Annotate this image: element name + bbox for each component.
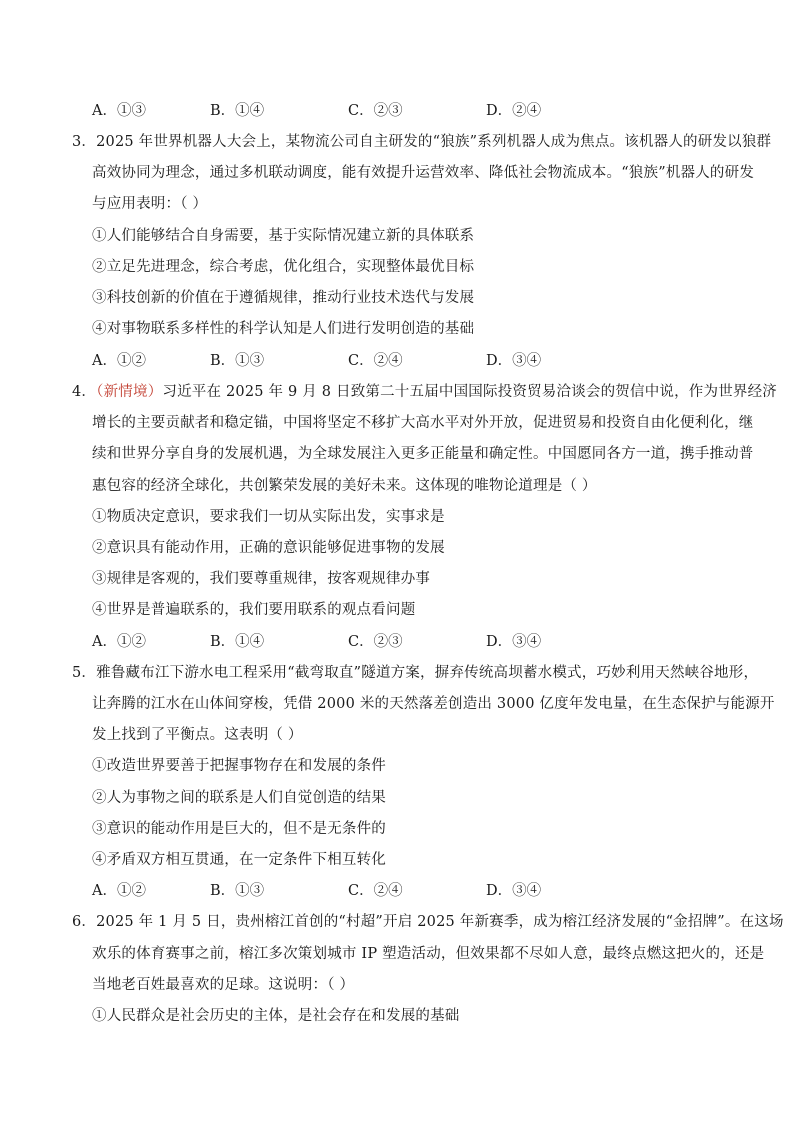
q4-stem-line-1-text: 习近平在 2025 年 9 月 8 日致第二十五届中国国际投资贸易洽谈会的贺信中说，作为世界经济 <box>162 384 777 400</box>
q3-option-d: D．③④ <box>486 353 542 369</box>
q3-statement-3: ③科技创新的价值在于遵循规律，推动行业技术迭代与发展 <box>92 290 475 306</box>
q3-stem-line-3: 与应用表明：（ ） <box>92 196 208 212</box>
q3-statement-4: ④对事物联系多样性的科学认知是人们进行发明创造的基础 <box>92 321 475 337</box>
q4-stem-line-3: 续和世界分享自身的发展机遇，为全球发展注入更多正能量和确定性。中国愿同各方一道，携手推动普 <box>92 446 754 462</box>
q4-option-b: B．①④ <box>210 634 265 650</box>
q2-option-c: C．②③ <box>348 103 403 119</box>
q5-statement-1: ①改造世界要善于把握事物存在和发展的条件 <box>92 758 386 774</box>
q5-stem-line-3: 发上找到了平衡点。这表明（ ） <box>92 727 303 743</box>
q3-option-a: A．①② <box>92 353 146 369</box>
q4-statement-1: ①物质决定意识，要求我们一切从实际出发，实事求是 <box>92 509 445 525</box>
q4-statement-3: ③规律是客观的，我们要尊重规律，按客观规律办事 <box>92 571 431 587</box>
q4-stem-line-4: 惠包容的经济全球化，共创繁荣发展的美好未来。这体现的唯物论道理是（ ） <box>92 478 597 494</box>
q2-option-d: D．②④ <box>486 103 542 119</box>
q6-stem-line-1: 6．2025 年 1 月 5 日，贵州榕江首创的“村超”开启 2025 年新赛季，成为榕江经济发展的“金招牌”。在这场 <box>72 914 784 930</box>
q6-statement-1: ①人民群众是社会历史的主体，是社会存在和发展的基础 <box>92 1008 460 1024</box>
q3-statement-1: ①人们能够结合自身需要，基于实际情况建立新的具体联系 <box>92 228 475 244</box>
q5-option-d: D．③④ <box>486 883 542 899</box>
q5-option-c: C．②④ <box>348 883 403 899</box>
q5-option-a: A．①② <box>92 883 146 899</box>
q5-statement-3: ③意识的能动作用是巨大的，但不是无条件的 <box>92 821 386 837</box>
q4-stem-line-1 <box>72 383 777 401</box>
q2-option-b: B．①④ <box>210 103 265 119</box>
q4-option-d: D．③④ <box>486 634 542 650</box>
q4-statement-4: ④世界是普遍联系的，我们要用联系的观点看问题 <box>92 602 416 618</box>
q3-stem-line-2: 高效协同为理念，通过多机联动调度，能有效提升运营效率、降低社会物流成本。“狼族”机器人的研发 <box>92 165 755 181</box>
q3-option-c: C．②④ <box>348 353 403 369</box>
q5-stem-line-2: 让奔腾的江水在山体间穿梭，凭借 2000 米的天然落差创造出 3000 亿度年发电量，在生态保护与能源开 <box>92 696 775 712</box>
q4-statement-2: ②意识具有能动作用，正确的意识能够促进事物的发展 <box>92 540 445 556</box>
q4-option-a: A．①② <box>92 634 146 650</box>
q6-stem-line-2: 欢乐的体育赛事之前，榕江多次策划城市 IP 塑造活动，但效果都不尽如人意，最终点燃这把火的，还是 <box>92 946 765 962</box>
q6-stem-line-3: 当地老百姓最喜欢的足球。这说明：（ ） <box>92 977 355 993</box>
new-context-tag: （新情境） <box>96 384 163 400</box>
q4-stem-line-2: 增长的主要贡献者和稳定锚，中国将坚定不移扩大高水平对外开放，促进贸易和投资自由化便利化，继 <box>92 415 754 431</box>
q5-option-b: B．①③ <box>210 883 265 899</box>
q5-statement-4: ④矛盾双方相互贯通，在一定条件下相互转化 <box>92 852 386 868</box>
q2-option-a: A．①③ <box>92 103 146 119</box>
q3-option-b: B．①③ <box>210 353 265 369</box>
q5-stem-line-1: 5．雅鲁藏布江下游水电工程采用“截弯取直”隧道方案，摒弃传统高坝蓄水模式，巧妙利用天然峡谷地形， <box>72 665 759 681</box>
q5-statement-2: ②人为事物之间的联系是人们自觉创造的结果 <box>92 790 386 806</box>
q3-statement-2: ②立足先进理念，综合考虑，优化组合，实现整体最优目标 <box>92 259 475 275</box>
q4-number: 4． <box>72 384 97 400</box>
q4-option-c: C．②③ <box>348 634 403 650</box>
q3-stem-line-1: 3．2025 年世界机器人大会上，某物流公司自主研发的“狼族”系列机器人成为焦点。该机器人的研发以狼群 <box>72 134 772 150</box>
